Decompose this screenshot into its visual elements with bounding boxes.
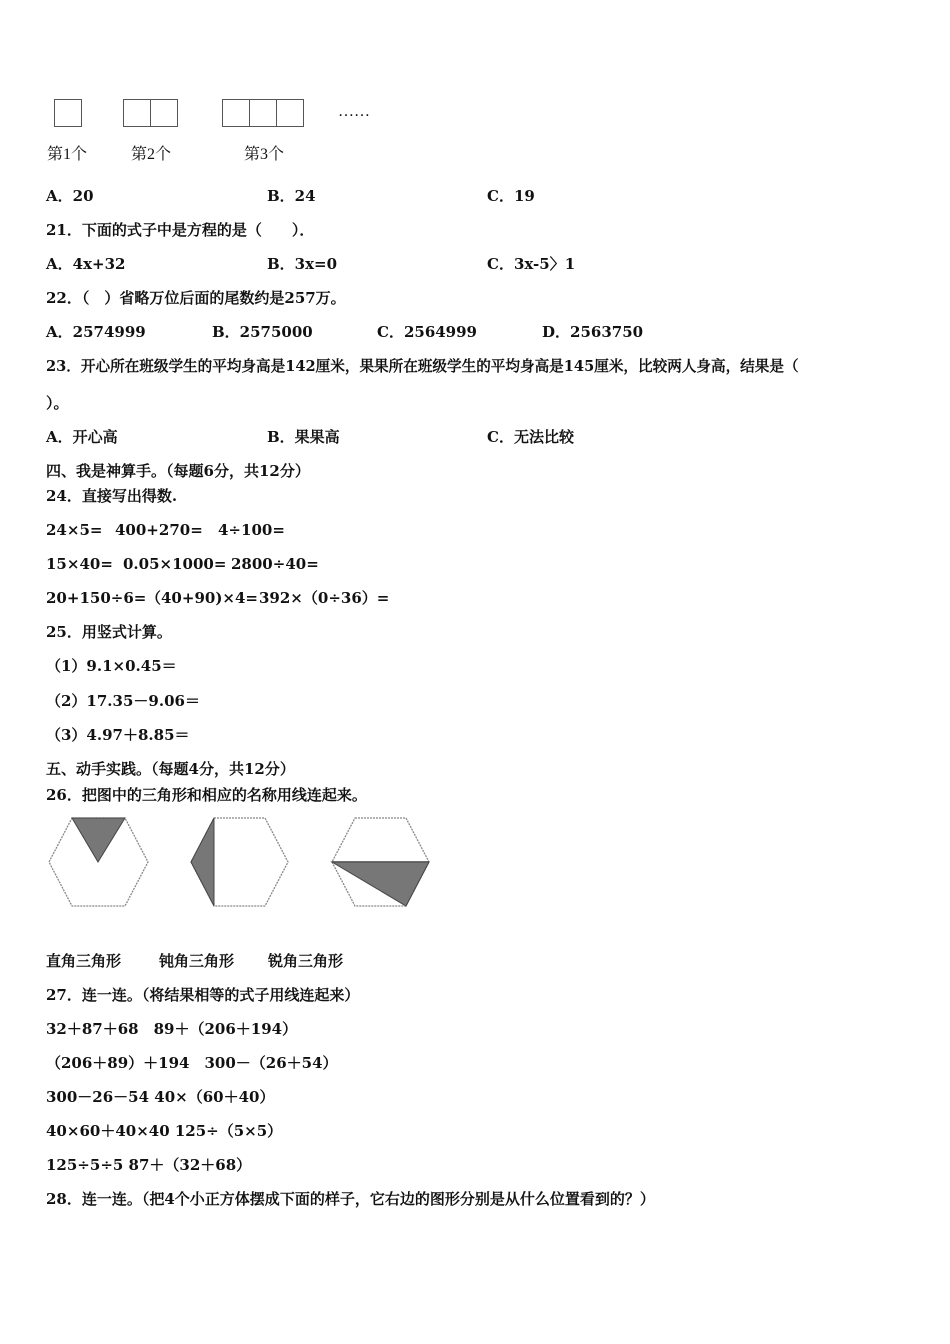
q24-item: 24×5= bbox=[46, 521, 103, 539]
q24-item: 20+150÷6= bbox=[46, 589, 147, 607]
square-box bbox=[276, 99, 304, 127]
q25-title: 25．用竖式计算。 bbox=[46, 623, 172, 641]
pattern-caption-2: 第2个 bbox=[131, 146, 172, 163]
q25-item-1: （1）9.1×0.45＝ bbox=[46, 657, 177, 675]
q23-option-c: C．无法比较 bbox=[487, 428, 574, 446]
hexagon-figure-3 bbox=[328, 815, 433, 910]
q21-option-b: B．3x=0 bbox=[267, 255, 338, 273]
pattern-figure-1 bbox=[54, 99, 81, 128]
shaded-triangle bbox=[332, 862, 429, 906]
pattern-figure-3 bbox=[222, 99, 303, 128]
q27-title: 27．连一连。（将结果相等的式子用线连起来） bbox=[46, 986, 360, 1004]
hexagon-figure-1 bbox=[46, 815, 151, 910]
q23-question-line2: ）。 bbox=[46, 394, 69, 412]
q27-row: 300－26－54 40×（60＋40） bbox=[46, 1088, 275, 1106]
q24-item: 0.05×1000= bbox=[123, 555, 227, 573]
q24-item: 15×40= bbox=[46, 555, 113, 573]
q23-option-a: A．开心高 bbox=[46, 428, 118, 446]
shaded-triangle bbox=[191, 818, 214, 906]
hexagon-figure-2 bbox=[187, 815, 292, 910]
pattern-caption-1: 第1个 bbox=[47, 146, 88, 163]
q24-item: （40+90)×4= bbox=[146, 589, 258, 607]
q27-row: 32＋87＋68 89＋（206＋194） bbox=[46, 1020, 298, 1038]
q24-item: 392×（0÷36）= bbox=[259, 589, 390, 607]
q24-item: 4÷100= bbox=[218, 521, 285, 539]
q27-row: 40×60＋40×40 125÷（5×5） bbox=[46, 1122, 283, 1140]
pattern-figure-2 bbox=[123, 99, 177, 128]
square-box bbox=[123, 99, 151, 127]
q26-title: 26．把图中的三角形和相应的名称用线连起来。 bbox=[46, 786, 367, 804]
q25-item-3: （3）4.97＋8.85＝ bbox=[46, 726, 190, 744]
q22-option-d: D．2563750 bbox=[542, 323, 644, 341]
shaded-triangle bbox=[72, 818, 125, 862]
square-box bbox=[54, 99, 82, 127]
q24-item: 400+270= bbox=[115, 521, 203, 539]
q21-option-c: C．3x-5〉1 bbox=[487, 255, 576, 273]
square-box bbox=[249, 99, 277, 127]
q23-option-b: B．果果高 bbox=[267, 428, 340, 446]
q22-question: 22．（ ）省略万位后面的尾数约是257万。 bbox=[46, 289, 346, 307]
q25-item-2: （2）17.35－9.06＝ bbox=[46, 692, 200, 710]
q20-option-b: B．24 bbox=[267, 187, 316, 205]
q20-option-c: C．19 bbox=[487, 187, 535, 205]
q27-row: （206＋89）＋194 300－（26＋54） bbox=[46, 1054, 338, 1072]
q22-option-b: B．2575000 bbox=[212, 323, 313, 341]
q24-item: 2800÷40= bbox=[231, 555, 319, 573]
q26-name-1: 直角三角形 bbox=[46, 952, 122, 970]
q24-title: 24．直接写出得数. bbox=[46, 487, 178, 505]
q27-row: 125÷5÷5 87＋（32＋68） bbox=[46, 1156, 252, 1174]
q22-option-c: C．2564999 bbox=[377, 323, 477, 341]
q26-name-3: 锐角三角形 bbox=[268, 952, 344, 970]
section-4-title: 四、我是神算手。（每题6分，共12分） bbox=[46, 462, 310, 480]
q20-option-a: A．20 bbox=[46, 187, 94, 205]
q26-name-2: 钝角三角形 bbox=[159, 952, 235, 970]
q22-option-a: A．2574999 bbox=[46, 323, 146, 341]
square-box bbox=[150, 99, 178, 127]
square-box bbox=[222, 99, 250, 127]
section-5-title: 五、动手实践。（每题4分，共12分） bbox=[46, 760, 295, 778]
q21-option-a: A．4x+32 bbox=[46, 255, 126, 273]
q21-question: 21．下面的式子中是方程的是（ ）． bbox=[46, 221, 315, 239]
q23-question-line1: 23．开心所在班级学生的平均身高是142厘米，果果所在班级学生的平均身高是145厘米，比较两人身高，结果是（ bbox=[46, 358, 799, 375]
q28-title: 28．连一连。（把4个小正方体摆成下面的样子，它右边的图形分别是从什么位置看到的？） bbox=[46, 1190, 655, 1208]
pattern-caption-3: 第3个 bbox=[244, 146, 285, 163]
pattern-ellipsis: …… bbox=[338, 103, 370, 120]
